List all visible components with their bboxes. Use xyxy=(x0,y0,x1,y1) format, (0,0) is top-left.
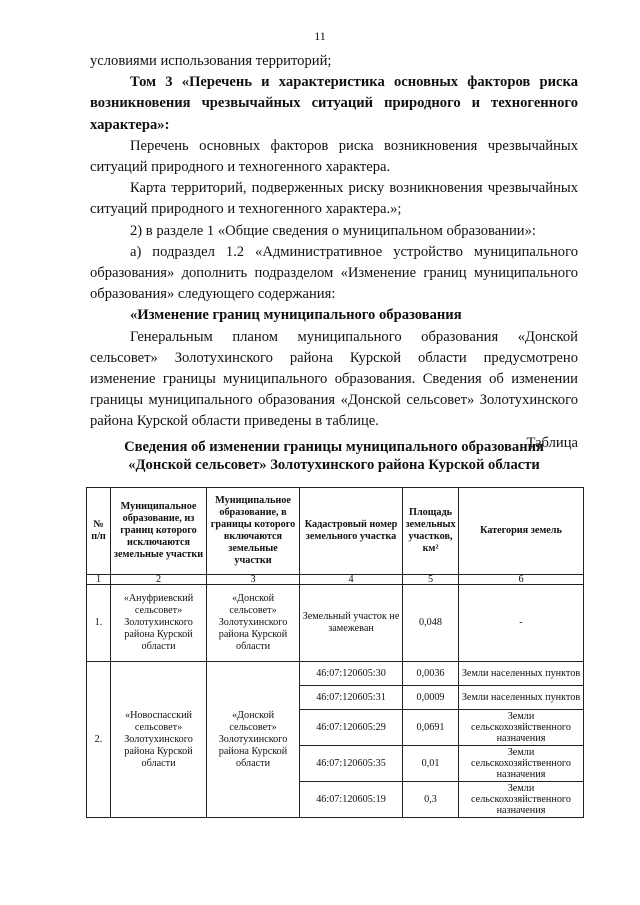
header-category: Категория земель xyxy=(459,488,584,575)
row-category: Земли сельскохозяйственного назначения xyxy=(459,782,584,818)
section-intro: 2) в разделе 1 «Общие сведения о муниципальном образовании»: xyxy=(130,222,536,239)
header-to: Муниципальное образование, в границы которого включаются земельные участки xyxy=(207,488,300,575)
row-from: «Ануфриевский сельсовет» Золотухинского района Курской области xyxy=(111,585,207,662)
table-row xyxy=(87,585,584,662)
header-area: Площадь земельных участков, км² xyxy=(403,488,459,575)
volume3-item-1: Перечень основных факторов риска возникновения чрезвычайных ситуаций природного и техногенного характера. xyxy=(90,137,578,176)
table-caption-line-1: Сведения об изменении границы муниципального образования xyxy=(124,439,544,455)
col-number: 3 xyxy=(207,575,300,585)
column-number-row xyxy=(87,575,584,585)
row-area: 0,0009 xyxy=(403,686,459,710)
row-cadastral: 46:07:120605:30 xyxy=(300,662,403,686)
subsection-a: а) подраздел 1.2 «Административное устройство муниципального образования» дополнить подразделом «Изменение границ муниципального образования» следующего содержания: xyxy=(90,243,578,303)
row-num: 2. xyxy=(87,662,111,818)
table-row xyxy=(87,662,584,686)
row-cadastral: 46:07:120605:35 xyxy=(300,746,403,782)
new-subsection-text: Генеральным планом муниципального образования «Донской сельсовет» Золотухинского района Курской области предусмотрено изменение границы муниципального образования. Сведения об изменении границы муниципального образования «Донской сельсовет» Золотухинского района Курской области приведены в таблице. xyxy=(90,328,578,430)
row-cadastral: Земельный участок не замежеван xyxy=(300,585,403,662)
row-num: 1. xyxy=(87,585,111,662)
row-from: «Новоспасский сельсовет» Золотухинского района Курской области xyxy=(111,662,207,818)
col-number: 1 xyxy=(87,575,111,585)
row-to: «Донской сельсовет» Золотухинского района Курской области xyxy=(207,662,300,818)
row-category: - xyxy=(459,585,584,662)
header-cadastral: Кадастровый номер земельного участка xyxy=(300,488,403,575)
table-caption xyxy=(90,438,578,474)
volume3-item-2: Карта территорий, подверженных риску возникновения чрезвычайных ситуаций природного и техногенного характера.»; xyxy=(90,180,578,218)
row-area: 0,0036 xyxy=(403,662,459,686)
col-number: 6 xyxy=(459,575,584,585)
row-area: 0,01 xyxy=(403,746,459,782)
row-category: Земли сельскохозяйственного назначения xyxy=(459,746,584,782)
row-category: Земли сельскохозяйственного назначения xyxy=(459,710,584,746)
page-number: 11 xyxy=(314,29,326,43)
row-cadastral: 46:07:120605:19 xyxy=(300,782,403,818)
new-subsection-heading: «Изменение границ муниципального образования xyxy=(130,307,462,324)
col-number: 2 xyxy=(111,575,207,585)
row-category: Земли населенных пунктов xyxy=(459,686,584,710)
row-area: 0,048 xyxy=(403,585,459,662)
row-to: «Донской сельсовет» Золотухинского района Курской области xyxy=(207,585,300,662)
header-num: № п/п xyxy=(87,488,111,575)
row-area: 0,3 xyxy=(403,782,459,818)
continuation-line: условиями использования территорий; xyxy=(90,53,332,69)
table-caption-line-2: «Донской сельсовет» Золотухинского района Курской области xyxy=(128,457,540,473)
volume3-heading: Том 3 «Перечень и характеристика основных факторов риска возникновения чрезвычайных ситуаций природного и техногенного характера»: xyxy=(90,74,578,133)
row-cadastral: 46:07:120605:31 xyxy=(300,686,403,710)
header-from: Муниципальное образование, из границ которого исключаются земельные участки xyxy=(111,488,207,575)
row-area: 0,0691 xyxy=(403,710,459,746)
table-header-row xyxy=(87,488,584,575)
col-number: 4 xyxy=(300,575,403,585)
body-text xyxy=(90,51,578,454)
row-cadastral: 46:07:120605:29 xyxy=(300,710,403,746)
col-number: 5 xyxy=(403,575,459,585)
table-label: Таблица xyxy=(526,434,578,451)
boundary-change-table xyxy=(86,487,584,818)
row-category: Земли населенных пунктов xyxy=(459,662,584,686)
